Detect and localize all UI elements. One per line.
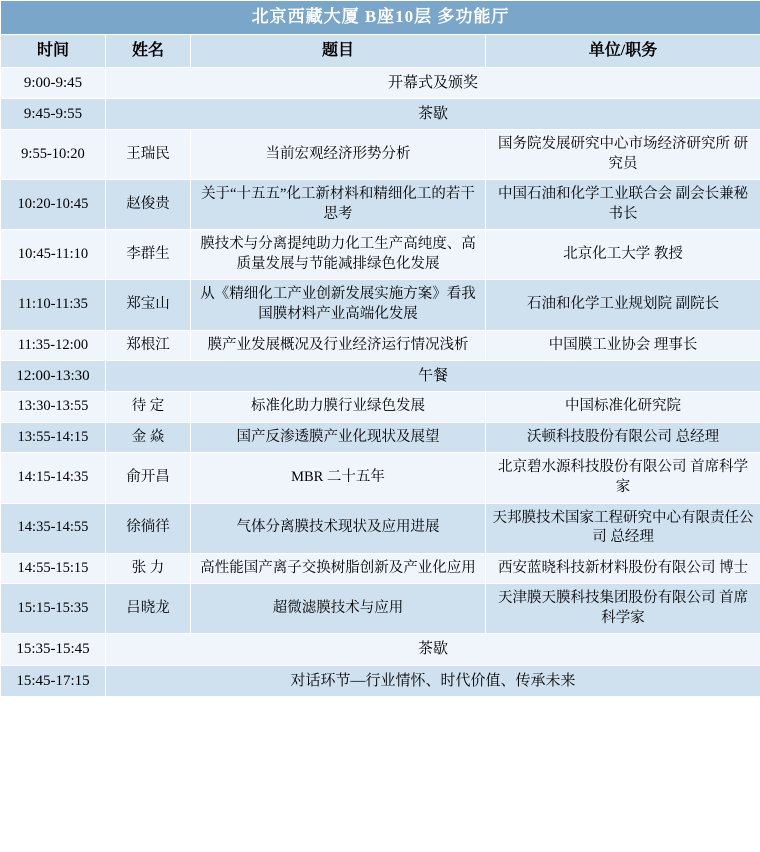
cell-time: 9:45-9:55 [1,98,106,129]
cell-organization: 沃顿科技股份有限公司 总经理 [486,422,760,453]
table-row [1,67,760,98]
cell-topic: 当前宏观经济形势分析 [191,130,486,180]
table-row [1,392,760,423]
column-header-name: 姓名 [106,34,191,67]
cell-organization: 北京碧水源科技股份有限公司 首席科学家 [486,453,760,503]
venue-title: 北京西藏大厦 B座10层 多功能厅 [1,1,760,35]
cell-session-title: 茶歇 [106,98,760,129]
cell-organization: 西安蓝晓科技新材料股份有限公司 博士 [486,553,760,584]
cell-organization: 石油和化学工业规划院 副院长 [486,280,760,330]
cell-speaker-name: 吕晓龙 [106,584,191,634]
cell-time: 15:15-15:35 [1,584,106,634]
cell-organization: 天邦膜技术国家工程研究中心有限责任公司 总经理 [486,503,760,553]
cell-topic: MBR 二十五年 [191,453,486,503]
cell-speaker-name: 张 力 [106,553,191,584]
table-row [1,584,760,634]
cell-time: 11:10-11:35 [1,280,106,330]
cell-topic: 气体分离膜技术现状及应用进展 [191,503,486,553]
cell-time: 12:00-13:30 [1,361,106,392]
agenda-header-row [1,34,760,67]
table-row [1,453,760,503]
table-row [1,98,760,129]
cell-speaker-name: 王瑞民 [106,130,191,180]
cell-session-title: 开幕式及颁奖 [106,67,760,98]
cell-organization: 北京化工大学 教授 [486,230,760,280]
cell-session-title: 对话环节—行业情怀、时代价值、传承未来 [106,665,760,696]
table-row [1,634,760,665]
cell-organization: 天津膜天膜科技集团股份有限公司 首席科学家 [486,584,760,634]
cell-speaker-name: 郑宝山 [106,280,191,330]
cell-speaker-name: 郑根江 [106,330,191,361]
table-row [1,361,760,392]
cell-speaker-name: 徐徜徉 [106,503,191,553]
cell-speaker-name: 赵俊贵 [106,180,191,230]
cell-time: 15:35-15:45 [1,634,106,665]
table-row [1,503,760,553]
table-row [1,422,760,453]
column-header-time: 时间 [1,34,106,67]
cell-time: 13:30-13:55 [1,392,106,423]
cell-topic: 高性能国产离子交换树脂创新及产业化应用 [191,553,486,584]
cell-topic: 国产反渗透膜产业化现状及展望 [191,422,486,453]
column-header-topic: 题目 [191,34,486,67]
table-row [1,280,760,330]
cell-speaker-name: 金 焱 [106,422,191,453]
cell-time: 10:20-10:45 [1,180,106,230]
table-row [1,553,760,584]
cell-topic: 超微滤膜技术与应用 [191,584,486,634]
column-header-org: 单位/职务 [486,34,760,67]
cell-organization: 中国膜工业协会 理事长 [486,330,760,361]
cell-time: 14:15-14:35 [1,453,106,503]
cell-time: 11:35-12:00 [1,330,106,361]
cell-topic: 膜产业发展概况及行业经济运行情况浅析 [191,330,486,361]
table-row [1,230,760,280]
cell-time: 15:45-17:15 [1,665,106,696]
cell-time: 10:45-11:10 [1,230,106,280]
table-row [1,330,760,361]
cell-speaker-name: 俞开昌 [106,453,191,503]
table-row [1,665,760,696]
cell-time: 14:35-14:55 [1,503,106,553]
cell-time: 14:55-15:15 [1,553,106,584]
cell-topic: 从《精细化工产业创新发展实施方案》看我国膜材料产业高端化发展 [191,280,486,330]
cell-topic: 关于“十五五”化工新材料和精细化工的若干思考 [191,180,486,230]
agenda-title-row [1,1,760,35]
cell-organization: 中国石油和化学工业联合会 副会长兼秘书长 [486,180,760,230]
table-row [1,130,760,180]
cell-organization: 国务院发展研究中心市场经济研究所 研究员 [486,130,760,180]
cell-session-title: 茶歇 [106,634,760,665]
cell-time: 13:55-14:15 [1,422,106,453]
cell-session-title: 午餐 [106,361,760,392]
cell-time: 9:55-10:20 [1,130,106,180]
cell-topic: 标准化助力膜行业绿色发展 [191,392,486,423]
cell-speaker-name: 李群生 [106,230,191,280]
cell-speaker-name: 待 定 [106,392,191,423]
cell-time: 9:00-9:45 [1,67,106,98]
cell-topic: 膜技术与分离提纯助力化工生产高纯度、高质量发展与节能减排绿色化发展 [191,230,486,280]
agenda-body [1,67,760,696]
table-row [1,180,760,230]
cell-organization: 中国标准化研究院 [486,392,760,423]
